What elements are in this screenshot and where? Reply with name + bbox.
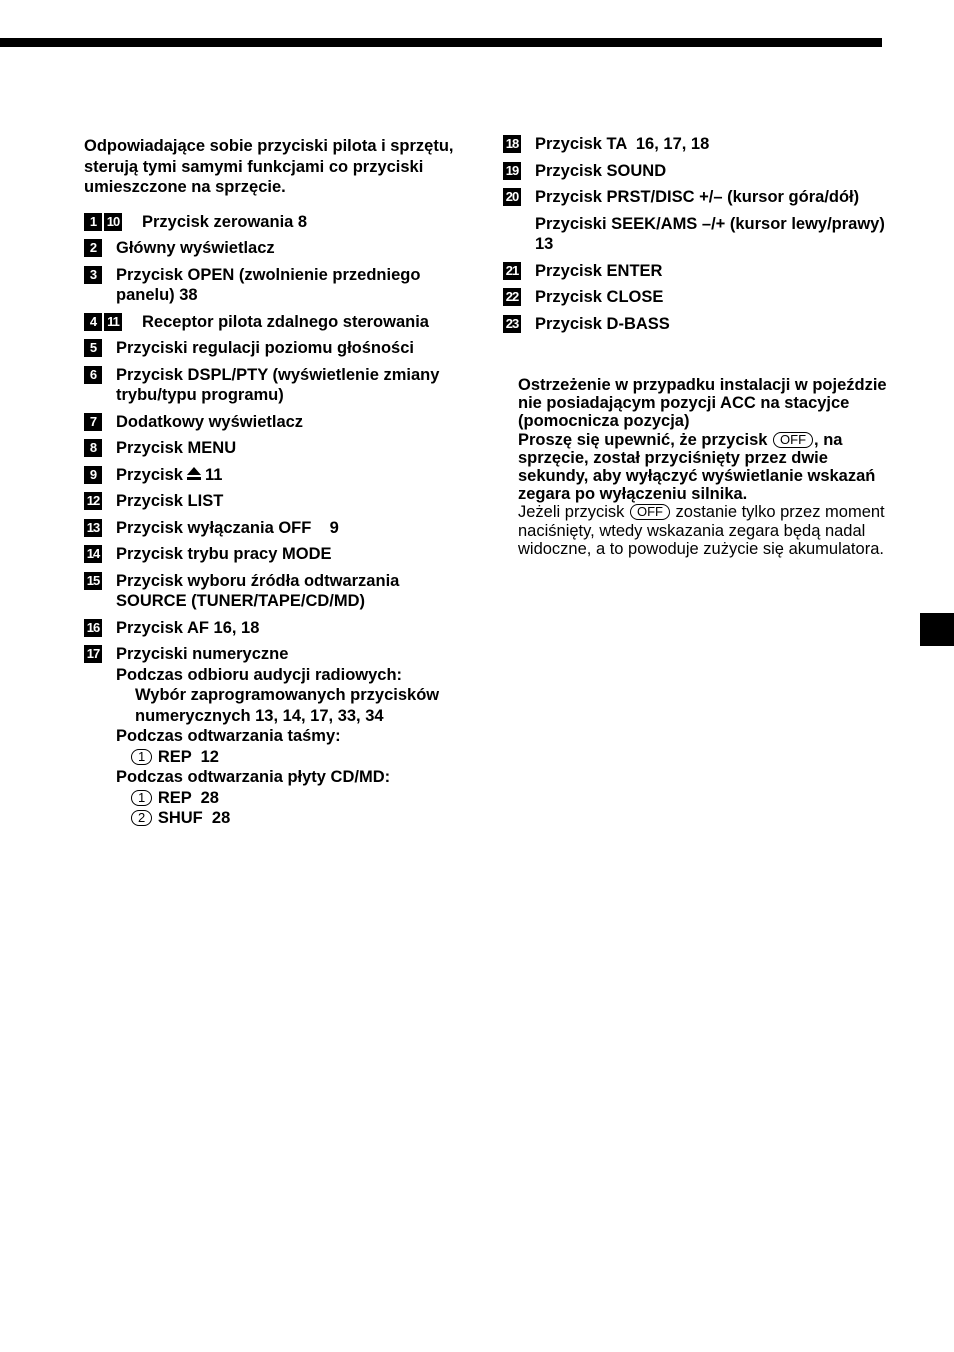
item-extra-text: Przyciski SEEK/AMS –/+ (kursor lewy/prawy) 13 bbox=[535, 214, 885, 253]
item-number: 12 bbox=[84, 492, 102, 510]
item-number: 22 bbox=[503, 288, 521, 306]
warning-box bbox=[518, 376, 890, 558]
item-text: Przycisk PRST/DISC +/– (kursor góra/dół) bbox=[535, 188, 860, 206]
item-number: 19 bbox=[503, 162, 521, 180]
item-number: 13 bbox=[84, 519, 102, 537]
item-number: 8 bbox=[84, 439, 102, 457]
list-item bbox=[84, 438, 469, 459]
item-text: Przycisk OPEN (zwolnienie przedniego panelu) 38 bbox=[116, 265, 421, 304]
intro-text: Odpowiadające sobie przyciski pilota i sprzętu, sterują tymi samymi funkcjami co przyciski umieszczone na sprzęcie. bbox=[84, 137, 454, 196]
list-item bbox=[503, 314, 888, 335]
item-number: 17 bbox=[84, 645, 102, 663]
item-text: Przycisk MENU bbox=[116, 439, 237, 457]
warning-note bbox=[518, 503, 890, 558]
item-number: 16 bbox=[84, 619, 102, 637]
item-number: 7 bbox=[84, 413, 102, 431]
item-number: 15 bbox=[84, 572, 102, 590]
list-item-numeric bbox=[84, 644, 469, 829]
item-number: 4 bbox=[84, 313, 102, 331]
item-text: Przycisk AF 16, 18 bbox=[116, 618, 260, 637]
item-title: Przyciski numeryczne bbox=[116, 645, 289, 663]
warning-bold-text: , na sprzęcie, został przyciśnięty przez dwie sekundy, aby wyłączyć wyświetlanie wskazań zegara po wyłączeniu silnika. bbox=[518, 430, 876, 504]
right-column bbox=[503, 134, 888, 340]
list-item bbox=[503, 134, 888, 155]
radio-text: Wybór zaprogramowanych przycisków numerycznych 13, 14, 17, 33, 34 bbox=[135, 686, 440, 725]
item-number: 20 bbox=[503, 188, 521, 206]
warning-title: Ostrzeżenie w przypadku instalacji w pojeździe nie posiadającym pozycji ACC na stacyjce (pomocnicza pozycja) bbox=[518, 376, 887, 431]
item-number: 18 bbox=[503, 135, 521, 153]
warning-normal-text: zostanie tylko przez moment naciśnięty, wtedy wskazania zegara będą nadal widoczne, a to powoduje zużycie się akumulatora. bbox=[518, 503, 885, 558]
list-item bbox=[503, 261, 888, 282]
list-item bbox=[503, 161, 888, 182]
item-text: Przycisk SOUND bbox=[535, 161, 667, 180]
item-text: Główny wyświetlacz bbox=[116, 239, 275, 257]
eject-icon bbox=[187, 467, 201, 480]
item-text: Przycisk DSPL/PTY (wyświetlenie zmiany trybu/typu programu) bbox=[116, 365, 440, 404]
item-text: Dodatkowy wyświetlacz bbox=[116, 412, 304, 431]
list-item bbox=[84, 571, 469, 612]
item-text: Receptor pilota zdalnego sterowania bbox=[142, 312, 429, 331]
item-text: Przycisk zerowania 8 bbox=[142, 212, 308, 231]
off-key: OFF bbox=[773, 432, 813, 448]
list-item bbox=[503, 187, 888, 255]
item-number: 21 bbox=[503, 262, 521, 280]
warning-normal-text: Jeżeli przycisk bbox=[518, 503, 625, 522]
number-key: 1 bbox=[131, 790, 152, 806]
item-text: Przycisk CLOSE bbox=[535, 288, 664, 306]
tape-function: REP 12 bbox=[157, 747, 219, 766]
item-number: 5 bbox=[84, 339, 102, 357]
radio-label: Podczas odbioru audycji radiowych: bbox=[116, 665, 403, 684]
list-item bbox=[84, 238, 469, 259]
item-number: 23 bbox=[503, 315, 521, 333]
cd-label: Podczas odtwarzania płyty CD/MD: bbox=[116, 768, 391, 786]
item-number: 11 bbox=[104, 313, 122, 331]
item-text: Przycisk ENTER bbox=[535, 261, 663, 280]
list-item bbox=[84, 465, 469, 486]
item-number: 3 bbox=[84, 266, 102, 284]
list-item bbox=[84, 618, 469, 639]
item-text: Przycisk trybu pracy MODE bbox=[116, 545, 332, 563]
off-key: OFF bbox=[630, 504, 670, 520]
item-text: Przycisk bbox=[116, 465, 183, 484]
item-text: Przycisk TA 16, 17, 18 bbox=[535, 135, 710, 153]
list-item bbox=[84, 412, 469, 433]
item-number: 6 bbox=[84, 366, 102, 384]
item-text: Przyciski regulacji poziomu głośności bbox=[116, 339, 414, 357]
item-text: Przycisk wyłączania OFF 9 bbox=[116, 518, 339, 537]
cd-function-shuf: SHUF 28 bbox=[157, 809, 231, 827]
number-key: 2 bbox=[131, 810, 152, 826]
item-page-ref: 11 bbox=[204, 465, 223, 484]
item-number: 14 bbox=[84, 545, 102, 563]
warning-instruction bbox=[518, 431, 890, 504]
list-item bbox=[84, 518, 469, 539]
item-text: Przycisk wyboru źródła odtwarzania SOURCE (TUNER/TAPE/CD/MD) bbox=[116, 571, 400, 610]
warning-bold-text: Proszę się upewnić, że przycisk bbox=[518, 430, 768, 449]
list-item bbox=[84, 265, 469, 306]
top-rule bbox=[0, 38, 882, 47]
list-item bbox=[84, 544, 469, 565]
item-number: 1 bbox=[84, 213, 102, 231]
item-text: Przycisk D-BASS bbox=[535, 314, 670, 333]
item-number: 9 bbox=[84, 466, 102, 484]
side-tab-marker bbox=[920, 613, 954, 646]
tape-label: Podczas odtwarzania taśmy: bbox=[116, 727, 341, 745]
item-text: Przycisk LIST bbox=[116, 492, 224, 510]
list-item bbox=[84, 338, 469, 359]
list-item bbox=[84, 365, 469, 406]
list-item bbox=[84, 312, 469, 333]
item-number: 10 bbox=[104, 213, 122, 231]
list-item bbox=[84, 491, 469, 512]
number-key: 1 bbox=[131, 749, 152, 765]
left-column bbox=[84, 136, 469, 835]
list-item bbox=[503, 287, 888, 308]
list-item bbox=[84, 212, 469, 233]
item-number: 2 bbox=[84, 239, 102, 257]
cd-function-rep: REP 28 bbox=[157, 788, 219, 807]
